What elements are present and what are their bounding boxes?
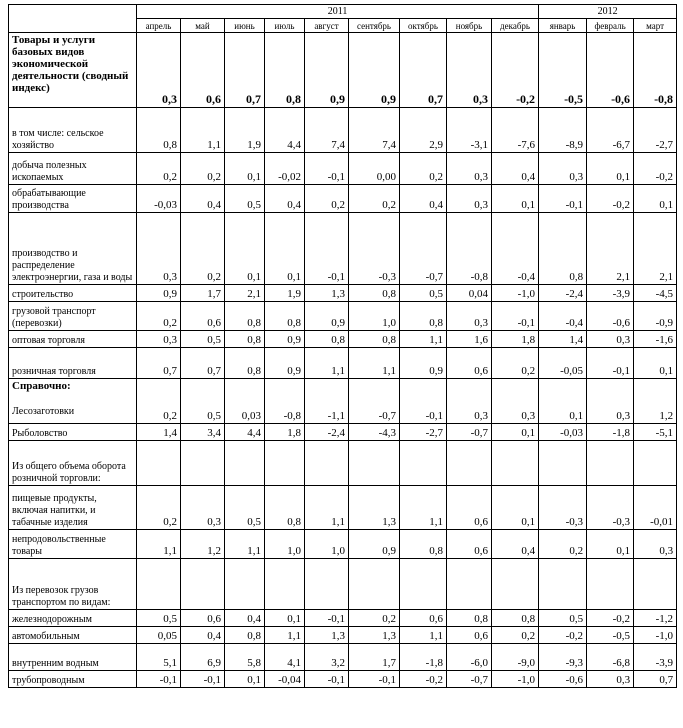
- table-row: [9, 213, 677, 285]
- row-label: автомобильным: [9, 627, 137, 644]
- table-row: [9, 644, 677, 671]
- month-header: январь: [539, 19, 587, 33]
- value-cell: 0,4: [225, 610, 265, 627]
- row-label: Из общего объема оборота розничной торговли:: [9, 441, 137, 486]
- value-cell: -0,1: [181, 671, 225, 688]
- row-label: [9, 379, 137, 424]
- value-cell: 1,1: [305, 348, 349, 379]
- value-cell: 0,3: [137, 331, 181, 348]
- value-cell: -0,1: [137, 671, 181, 688]
- value-cell: [137, 559, 181, 610]
- value-cell: 0,9: [265, 348, 305, 379]
- row-label: добыча полезных ископаемых: [9, 153, 137, 185]
- value-cell: 0,3: [137, 33, 181, 108]
- value-cell: [349, 441, 400, 486]
- value-cell: 0,03: [225, 379, 265, 424]
- value-cell: 0,7: [181, 348, 225, 379]
- table-body: [9, 5, 677, 688]
- value-cell: -0,1: [305, 671, 349, 688]
- value-cell: -1,8: [587, 424, 634, 441]
- value-cell: -0,4: [492, 213, 539, 285]
- month-header: март: [634, 19, 677, 33]
- value-cell: 0,9: [265, 331, 305, 348]
- value-cell: 5,8: [225, 644, 265, 671]
- value-cell: 0,8: [539, 213, 587, 285]
- corner-cell: [9, 5, 137, 33]
- table-row: [9, 379, 677, 424]
- value-cell: -1,2: [634, 610, 677, 627]
- value-cell: 0,2: [137, 302, 181, 331]
- value-cell: -1,0: [492, 671, 539, 688]
- value-cell: -0,3: [539, 486, 587, 530]
- value-cell: 0,1: [587, 530, 634, 559]
- value-cell: 0,7: [225, 33, 265, 108]
- value-cell: [587, 559, 634, 610]
- value-cell: 0,1: [634, 185, 677, 213]
- value-cell: -0,1: [305, 153, 349, 185]
- value-cell: -0,6: [587, 33, 634, 108]
- value-cell: 0,2: [349, 610, 400, 627]
- value-cell: 4,1: [265, 644, 305, 671]
- row-label: грузовой транспорт (перевозки): [9, 302, 137, 331]
- month-header: ноябрь: [447, 19, 492, 33]
- month-header: декабрь: [492, 19, 539, 33]
- value-cell: 0,8: [349, 285, 400, 302]
- row-label: трубопроводным: [9, 671, 137, 688]
- value-cell: -0,2: [492, 33, 539, 108]
- year-2012-header: 2012: [539, 5, 677, 19]
- value-cell: 1,0: [349, 302, 400, 331]
- value-cell: 0,6: [181, 33, 225, 108]
- value-cell: -0,1: [349, 671, 400, 688]
- value-cell: 0,3: [634, 530, 677, 559]
- value-cell: 1,6: [447, 331, 492, 348]
- value-cell: -2,7: [634, 108, 677, 153]
- value-cell: 0,2: [137, 486, 181, 530]
- value-cell: 0,3: [447, 33, 492, 108]
- value-cell: -0,7: [447, 671, 492, 688]
- table-row: [9, 486, 677, 530]
- value-cell: 0,5: [181, 379, 225, 424]
- value-cell: [400, 441, 447, 486]
- value-cell: 0,8: [265, 33, 305, 108]
- value-cell: 0,9: [400, 348, 447, 379]
- value-cell: 0,1: [634, 348, 677, 379]
- value-cell: 0,8: [400, 302, 447, 331]
- value-cell: 0,1: [492, 185, 539, 213]
- value-cell: -0,3: [587, 486, 634, 530]
- value-cell: 1,4: [137, 424, 181, 441]
- row-label: Товары и услуги базовых видов экономической деятельности (сводный индекс): [9, 33, 137, 108]
- value-cell: 0,3: [447, 379, 492, 424]
- value-cell: -0,8: [634, 33, 677, 108]
- value-cell: 1,3: [349, 627, 400, 644]
- row-label: железнодорожным: [9, 610, 137, 627]
- value-cell: 0,4: [265, 185, 305, 213]
- table-row: [9, 627, 677, 644]
- value-cell: 0,3: [447, 153, 492, 185]
- value-cell: 2,9: [400, 108, 447, 153]
- value-cell: 0,3: [447, 185, 492, 213]
- value-cell: [225, 441, 265, 486]
- value-cell: 0,9: [305, 302, 349, 331]
- value-cell: 0,1: [225, 671, 265, 688]
- value-cell: 1,1: [265, 627, 305, 644]
- value-cell: 1,8: [492, 331, 539, 348]
- value-cell: [305, 559, 349, 610]
- value-cell: 0,7: [400, 33, 447, 108]
- value-cell: 1,9: [225, 108, 265, 153]
- value-cell: 1,0: [305, 530, 349, 559]
- price-index-table: [8, 4, 677, 688]
- value-cell: 0,1: [492, 486, 539, 530]
- value-cell: [265, 559, 305, 610]
- value-cell: -3,9: [587, 285, 634, 302]
- value-cell: -0,02: [265, 153, 305, 185]
- value-cell: 0,1: [539, 379, 587, 424]
- value-cell: 0,8: [447, 610, 492, 627]
- row-label: непродовольственные товары: [9, 530, 137, 559]
- value-cell: 0,6: [447, 627, 492, 644]
- value-cell: 0,3: [587, 671, 634, 688]
- value-cell: 2,1: [587, 213, 634, 285]
- value-cell: 0,04: [447, 285, 492, 302]
- value-cell: 0,4: [181, 185, 225, 213]
- value-cell: -0,1: [539, 185, 587, 213]
- table-row: [9, 424, 677, 441]
- value-cell: 0,8: [225, 348, 265, 379]
- row-label: розничная торговля: [9, 348, 137, 379]
- month-header: май: [181, 19, 225, 33]
- value-cell: 0,3: [587, 331, 634, 348]
- value-cell: -9,3: [539, 644, 587, 671]
- value-cell: -0,04: [265, 671, 305, 688]
- value-cell: -0,03: [137, 185, 181, 213]
- value-cell: 0,8: [225, 331, 265, 348]
- value-cell: 0,2: [492, 627, 539, 644]
- value-cell: [225, 559, 265, 610]
- value-cell: -0,2: [587, 185, 634, 213]
- value-cell: [137, 441, 181, 486]
- table-row: [9, 33, 677, 108]
- value-cell: 0,3: [539, 153, 587, 185]
- value-cell: 4,4: [225, 424, 265, 441]
- value-cell: 1,3: [305, 627, 349, 644]
- value-cell: 0,1: [265, 213, 305, 285]
- table-row: [9, 610, 677, 627]
- value-cell: 0,6: [181, 302, 225, 331]
- row-label: оптовая торговля: [9, 331, 137, 348]
- value-cell: -9,0: [492, 644, 539, 671]
- value-cell: 0,6: [447, 348, 492, 379]
- row-label: обрабатывающие производства: [9, 185, 137, 213]
- table-row: [9, 108, 677, 153]
- value-cell: 0,5: [539, 610, 587, 627]
- table-row: [9, 285, 677, 302]
- value-cell: [492, 441, 539, 486]
- month-header: июнь: [225, 19, 265, 33]
- value-cell: 1,8: [265, 424, 305, 441]
- value-cell: 5,1: [137, 644, 181, 671]
- value-cell: [492, 559, 539, 610]
- value-cell: -2,4: [539, 285, 587, 302]
- value-cell: 2,1: [225, 285, 265, 302]
- value-cell: -0,2: [587, 610, 634, 627]
- value-cell: 0,8: [225, 302, 265, 331]
- row-label: внутренним водным: [9, 644, 137, 671]
- month-header: август: [305, 19, 349, 33]
- value-cell: -3,1: [447, 108, 492, 153]
- value-cell: 0,1: [225, 213, 265, 285]
- value-cell: -1,0: [492, 285, 539, 302]
- row-label: строительство: [9, 285, 137, 302]
- year-2011-header: 2011: [137, 5, 539, 19]
- value-cell: 0,8: [305, 331, 349, 348]
- value-cell: -0,3: [349, 213, 400, 285]
- value-cell: 1,7: [349, 644, 400, 671]
- value-cell: 0,5: [225, 185, 265, 213]
- table-row: [9, 559, 677, 610]
- value-cell: -0,1: [492, 302, 539, 331]
- value-cell: 1,1: [225, 530, 265, 559]
- table-row: [9, 185, 677, 213]
- value-cell: 0,6: [181, 610, 225, 627]
- value-cell: 0,2: [492, 348, 539, 379]
- value-cell: 1,1: [400, 331, 447, 348]
- value-cell: [305, 441, 349, 486]
- row-label: Рыболовство: [9, 424, 137, 441]
- value-cell: -0,1: [305, 610, 349, 627]
- month-header: июль: [265, 19, 305, 33]
- value-cell: [349, 559, 400, 610]
- value-cell: -0,1: [587, 348, 634, 379]
- value-cell: [539, 559, 587, 610]
- value-cell: 0,2: [181, 153, 225, 185]
- value-cell: 3,4: [181, 424, 225, 441]
- value-cell: -0,7: [447, 424, 492, 441]
- table-row: [9, 348, 677, 379]
- value-cell: -0,6: [587, 302, 634, 331]
- value-cell: -3,9: [634, 644, 677, 671]
- value-cell: -0,03: [539, 424, 587, 441]
- value-cell: 0,1: [587, 153, 634, 185]
- value-cell: [181, 559, 225, 610]
- table-row: [9, 302, 677, 331]
- value-cell: 0,1: [265, 610, 305, 627]
- value-cell: 1,1: [181, 108, 225, 153]
- row-label: Из перевозок грузов транспортом по видам:: [9, 559, 137, 610]
- value-cell: -0,8: [447, 213, 492, 285]
- value-cell: -7,6: [492, 108, 539, 153]
- value-cell: 4,4: [265, 108, 305, 153]
- value-cell: 0,4: [492, 530, 539, 559]
- value-cell: 0,6: [447, 530, 492, 559]
- value-cell: 0,5: [400, 285, 447, 302]
- value-cell: -0,1: [305, 213, 349, 285]
- value-cell: -0,2: [400, 671, 447, 688]
- value-cell: 0,9: [349, 33, 400, 108]
- value-cell: 0,9: [305, 33, 349, 108]
- value-cell: 0,8: [137, 108, 181, 153]
- value-cell: -0,7: [400, 213, 447, 285]
- value-cell: 1,4: [539, 331, 587, 348]
- month-header: октябрь: [400, 19, 447, 33]
- value-cell: 7,4: [305, 108, 349, 153]
- value-cell: 0,1: [225, 153, 265, 185]
- value-cell: [634, 441, 677, 486]
- value-cell: 0,05: [137, 627, 181, 644]
- value-cell: -5,1: [634, 424, 677, 441]
- value-cell: -0,9: [634, 302, 677, 331]
- table-row: [9, 671, 677, 688]
- value-cell: 7,4: [349, 108, 400, 153]
- value-cell: 0,2: [539, 530, 587, 559]
- value-cell: 0,3: [447, 302, 492, 331]
- value-cell: 1,1: [137, 530, 181, 559]
- value-cell: 1,2: [634, 379, 677, 424]
- value-cell: 3,2: [305, 644, 349, 671]
- value-cell: -6,0: [447, 644, 492, 671]
- value-cell: [447, 441, 492, 486]
- value-cell: 0,00: [349, 153, 400, 185]
- year-header-row: [9, 5, 677, 19]
- value-cell: 0,6: [400, 610, 447, 627]
- value-cell: -0,6: [539, 671, 587, 688]
- value-cell: 0,8: [400, 530, 447, 559]
- value-cell: 1,1: [349, 348, 400, 379]
- value-cell: -4,5: [634, 285, 677, 302]
- value-cell: [587, 441, 634, 486]
- value-cell: -0,5: [539, 33, 587, 108]
- value-cell: 0,9: [137, 285, 181, 302]
- value-cell: 1,0: [265, 530, 305, 559]
- table-row: [9, 530, 677, 559]
- value-cell: 1,3: [305, 285, 349, 302]
- value-cell: -2,4: [305, 424, 349, 441]
- value-cell: [634, 559, 677, 610]
- value-cell: -6,7: [587, 108, 634, 153]
- value-cell: [265, 441, 305, 486]
- value-cell: 1,1: [400, 486, 447, 530]
- month-header: апрель: [137, 19, 181, 33]
- value-cell: 0,4: [400, 185, 447, 213]
- value-cell: 0,3: [137, 213, 181, 285]
- value-cell: 0,7: [137, 348, 181, 379]
- value-cell: 0,8: [225, 627, 265, 644]
- table-row: [9, 331, 677, 348]
- row-label: производство и распределение электроэнергии, газа и воды: [9, 213, 137, 285]
- value-cell: 2,1: [634, 213, 677, 285]
- value-cell: 0,9: [349, 530, 400, 559]
- value-cell: 1,7: [181, 285, 225, 302]
- value-cell: 0,4: [181, 627, 225, 644]
- value-cell: -2,7: [400, 424, 447, 441]
- value-cell: 0,3: [587, 379, 634, 424]
- value-cell: 1,3: [349, 486, 400, 530]
- value-cell: -6,8: [587, 644, 634, 671]
- value-cell: 0,8: [349, 331, 400, 348]
- value-cell: 0,3: [492, 379, 539, 424]
- value-cell: -0,05: [539, 348, 587, 379]
- value-cell: [400, 559, 447, 610]
- value-cell: -8,9: [539, 108, 587, 153]
- value-cell: 0,8: [265, 486, 305, 530]
- row-label-text: Лесозаготовки: [12, 406, 75, 417]
- value-cell: 0,8: [265, 302, 305, 331]
- value-cell: -4,3: [349, 424, 400, 441]
- value-cell: 0,3: [181, 486, 225, 530]
- value-cell: 0,6: [447, 486, 492, 530]
- value-cell: -0,2: [539, 627, 587, 644]
- value-cell: 1,1: [400, 627, 447, 644]
- value-cell: 0,4: [492, 153, 539, 185]
- value-cell: 0,8: [492, 610, 539, 627]
- value-cell: -0,5: [587, 627, 634, 644]
- value-cell: 0,2: [181, 213, 225, 285]
- value-cell: 0,2: [137, 153, 181, 185]
- reference-title: Справочно:: [12, 380, 71, 392]
- value-cell: [181, 441, 225, 486]
- value-cell: 0,2: [349, 185, 400, 213]
- row-label: в том числе: сельское хозяйство: [9, 108, 137, 153]
- value-cell: -1,6: [634, 331, 677, 348]
- value-cell: 0,5: [225, 486, 265, 530]
- value-cell: -0,8: [265, 379, 305, 424]
- value-cell: 0,2: [305, 185, 349, 213]
- value-cell: -1,8: [400, 644, 447, 671]
- value-cell: 0,5: [137, 610, 181, 627]
- value-cell: -0,4: [539, 302, 587, 331]
- value-cell: -1,0: [634, 627, 677, 644]
- value-cell: -0,7: [349, 379, 400, 424]
- value-cell: -0,2: [634, 153, 677, 185]
- month-header: сентябрь: [349, 19, 400, 33]
- row-label: пищевые продукты, включая напитки, и табачные изделия: [9, 486, 137, 530]
- value-cell: -0,1: [400, 379, 447, 424]
- value-cell: 0,2: [137, 379, 181, 424]
- table-row: [9, 153, 677, 185]
- value-cell: 1,2: [181, 530, 225, 559]
- value-cell: 0,7: [634, 671, 677, 688]
- value-cell: -0,01: [634, 486, 677, 530]
- value-cell: 0,1: [492, 424, 539, 441]
- value-cell: -1,1: [305, 379, 349, 424]
- value-cell: 1,9: [265, 285, 305, 302]
- value-cell: [539, 441, 587, 486]
- month-header: февраль: [587, 19, 634, 33]
- value-cell: 1,1: [305, 486, 349, 530]
- value-cell: [447, 559, 492, 610]
- value-cell: 0,5: [181, 331, 225, 348]
- value-cell: 0,2: [400, 153, 447, 185]
- table-row: [9, 441, 677, 486]
- value-cell: 6,9: [181, 644, 225, 671]
